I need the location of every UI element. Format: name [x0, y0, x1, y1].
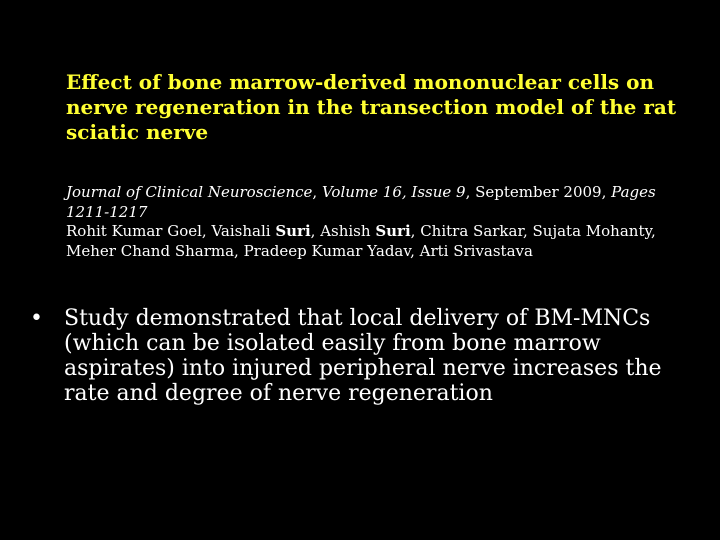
citation-separator: , — [601, 183, 612, 201]
citation-block — [66, 183, 686, 261]
bullet-marker: • — [30, 306, 43, 331]
journal-date: September 2009 — [475, 183, 602, 201]
citation-separator: , — [465, 183, 476, 201]
slide-title: Effect of bone marrow-derived mononuclear cells on nerve regeneration in the transection model of the rat sciatic nerve — [66, 70, 677, 144]
author-segment-bold: Suri — [375, 222, 411, 240]
author-segment: Rohit Kumar Goel, Vaishali — [66, 222, 276, 240]
bullet-text: Study demonstrated that local delivery of BM-MNCs (which can be isolated easily from bone marrow aspirates) into injured peripheral nerve increases the rate and degree of nerve regeneration — [64, 306, 662, 406]
author-segment-bold: Suri — [275, 222, 311, 240]
author-segment: , Ashish — [310, 222, 376, 240]
citation-separator: , — [312, 183, 322, 201]
journal-volume: Volume 16, Issue 9 — [321, 183, 466, 201]
author-list — [66, 222, 686, 261]
bullet-item — [30, 306, 690, 406]
bullet-list — [30, 306, 690, 406]
journal-name: Journal of Clinical Neuroscience — [66, 183, 313, 201]
journal-pages: Pages 1211-1217 — [66, 183, 656, 221]
author-segment: , Chitra Sarkar, Sujata Mohanty, Meher Chand Sharma, Pradeep Kumar Yadav, Arti Srivastava — [66, 222, 656, 260]
